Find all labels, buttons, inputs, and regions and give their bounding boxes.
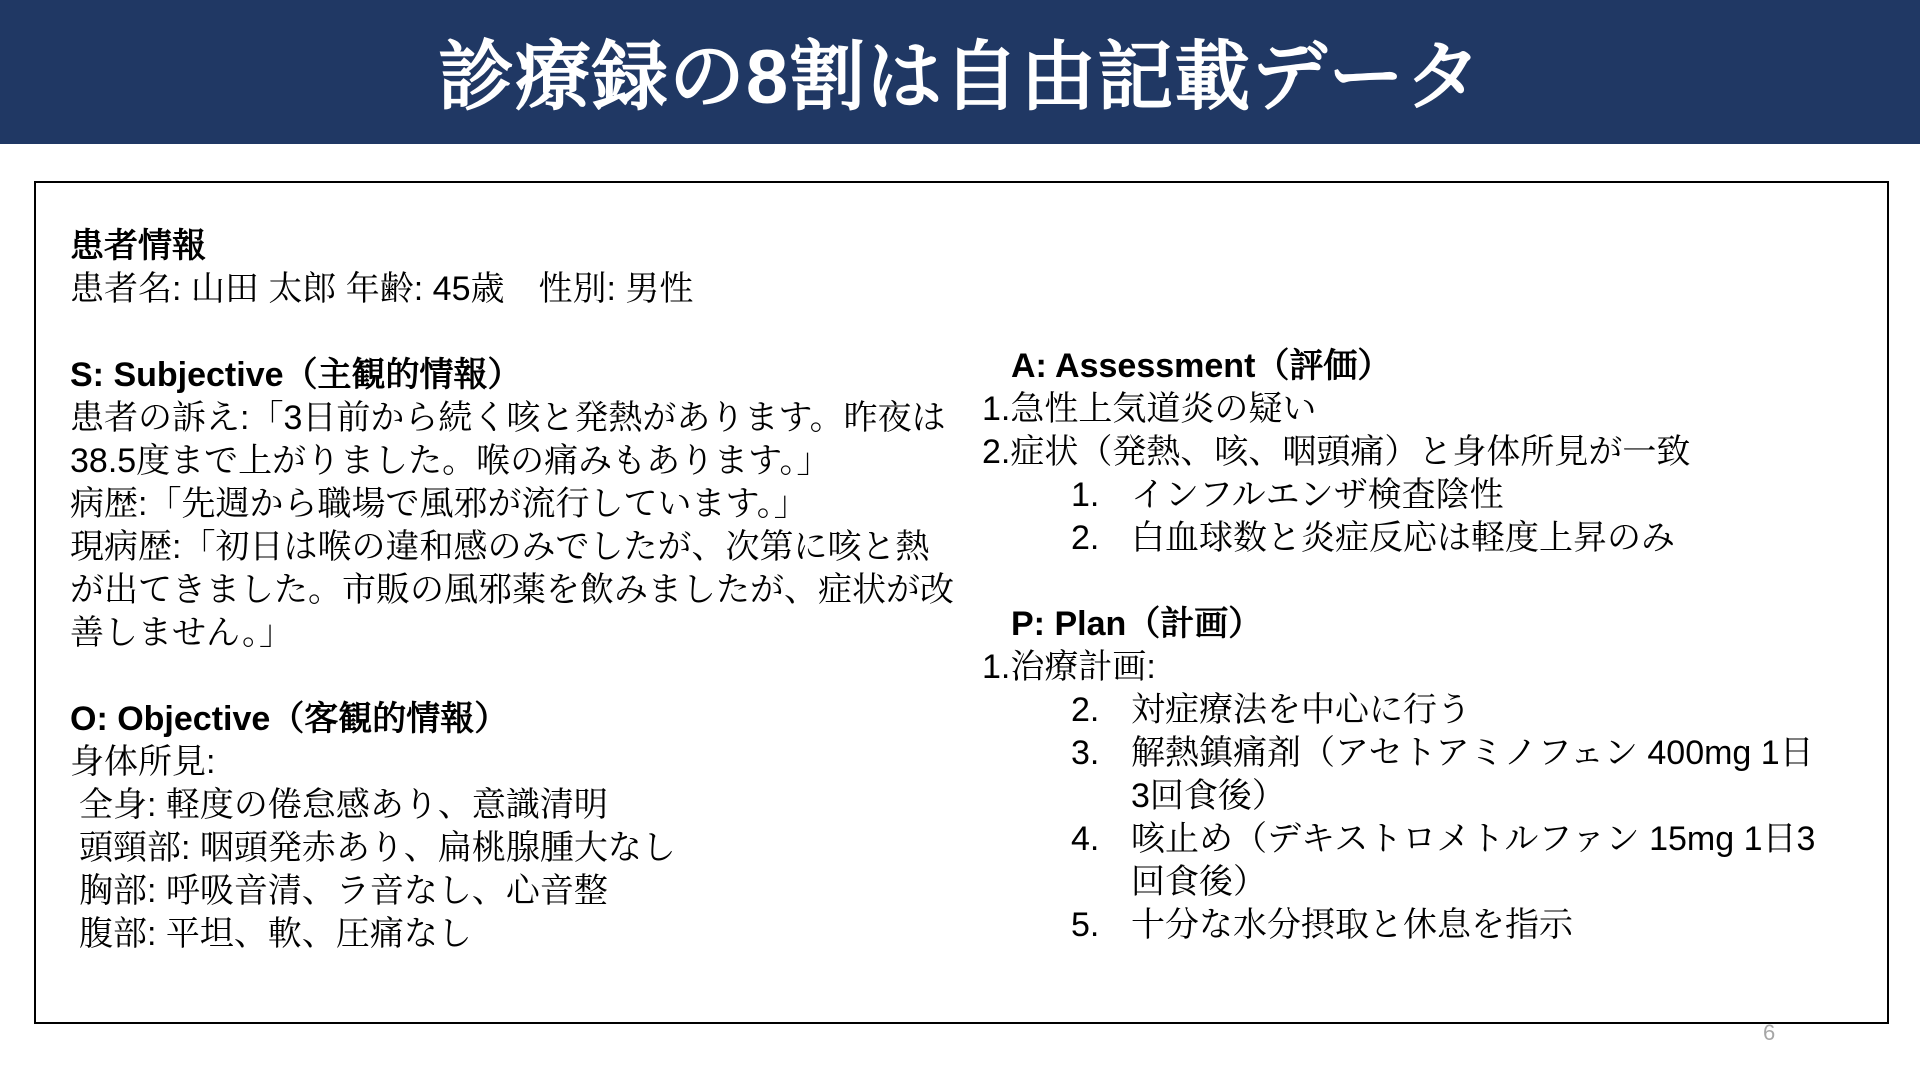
assessment-sub-item: [1071, 474, 1862, 517]
sub-item-number: 1.: [1071, 476, 1100, 514]
spacer: [70, 655, 970, 698]
sub-item-text: 十分な水分摂取と休息を指示: [1131, 906, 1573, 944]
title-bar: [0, 0, 1920, 144]
objective-heading: O: Objective（客観的情報）: [70, 700, 509, 738]
assessment-item: 1.急性上気道炎の疑い: [982, 390, 1317, 428]
sub-item-number: 2.: [1071, 691, 1100, 729]
plan-heading: P: Plan（計画）: [1011, 605, 1263, 643]
subjective-line: 病歴:「先週から職場で風邪が流行しています。」: [70, 485, 808, 523]
sub-item-text: 白血球数と炎症反応は軽度上昇のみ: [1131, 519, 1675, 557]
slide-title: 診療録の8割は自由記載データ: [437, 34, 1483, 120]
objective-item: 腹部: 平坦、軟、圧痛なし: [79, 915, 472, 953]
spacer: [982, 560, 1862, 603]
right-column: [982, 345, 1862, 947]
objective-item: 全身: 軽度の倦怠感あり、意識清明: [79, 786, 608, 824]
sub-item-text: 咳止め（デキストロメトルファン 15mg 1日3回食後）: [1131, 820, 1816, 901]
sub-item-text: 対症療法を中心に行う: [1131, 691, 1471, 729]
assessment-sub-list: [982, 474, 1862, 560]
assessment-sub-item: [1071, 517, 1862, 560]
plan-sub-item: [1071, 689, 1862, 732]
medical-record-box: [34, 181, 1889, 1024]
objective-item: 胸部: 呼吸音清、ラ音なし、心音整: [79, 872, 608, 910]
subjective-line: が出てきました。市販の風邪薬を飲みましたが、症状が改: [70, 571, 954, 609]
subjective-line: 38.5度まで上がりました。喉の痛みもあります。」: [70, 442, 831, 480]
objective-item: 頭頸部: 咽頭発赤あり、扁桃腺腫大なし: [79, 829, 676, 867]
assessment-item: 2.症状（発熱、咳、咽頭痛）と身体所見が一致: [982, 433, 1691, 471]
subjective-heading: S: Subjective（主観的情報）: [70, 356, 522, 394]
assessment-heading: A: Assessment（評価）: [1011, 347, 1392, 385]
sub-item-number: 3.: [1071, 734, 1100, 772]
sub-item-number: 4.: [1071, 820, 1100, 858]
page-number: 6: [1763, 1020, 1776, 1045]
sub-item-number: 2.: [1071, 519, 1100, 557]
plan-item: 1.治療計画:: [982, 648, 1156, 686]
patient-info-text: 患者名: 山田 太郎 年齢: 45歳 性別: 男性: [70, 270, 694, 308]
objective-intro: 身体所見:: [70, 743, 216, 781]
subjective-line: 善しません。」: [70, 614, 294, 652]
plan-sub-list: [982, 689, 1862, 947]
subjective-line: 現病歴:「初日は喉の違和感のみでしたが、次第に咳と熱: [70, 528, 930, 566]
sub-item-text: インフルエンザ検査陰性: [1131, 476, 1504, 514]
sub-item-text: 解熱鎮痛剤（アセトアミノフェン 400mg 1日3回食後）: [1131, 734, 1814, 815]
left-column: [70, 225, 970, 956]
subjective-line: 患者の訴え:「3日前から続く咳と発熱があります。昨夜は: [70, 399, 946, 437]
plan-sub-item: [1071, 732, 1862, 818]
plan-sub-item: [1071, 904, 1862, 947]
plan-sub-item: [1071, 818, 1862, 904]
patient-info-heading: 患者情報: [70, 227, 206, 265]
spacer: [70, 311, 970, 354]
sub-item-number: 5.: [1071, 906, 1100, 944]
